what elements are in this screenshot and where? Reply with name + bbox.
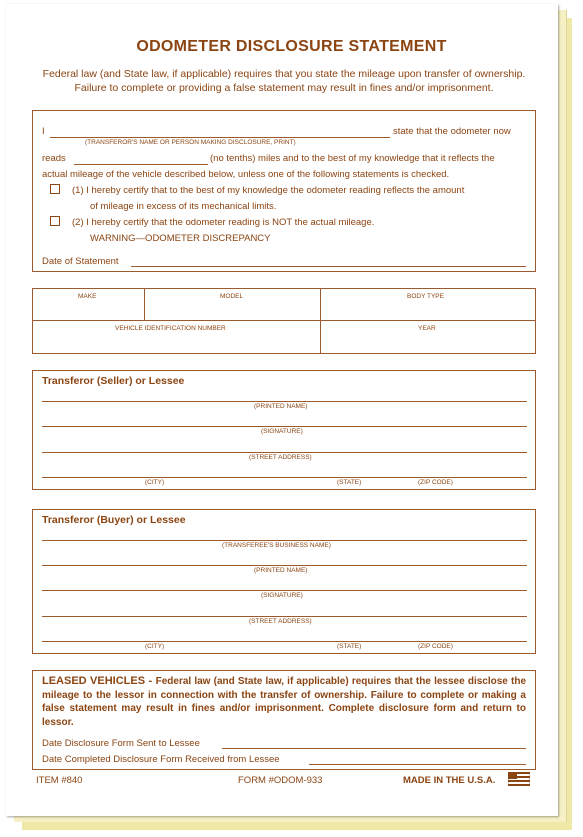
buyer-zip-caption: (ZIP CODE) xyxy=(418,643,453,650)
date-of-statement-field[interactable] xyxy=(131,266,526,267)
buyer-street-field[interactable] xyxy=(42,616,527,617)
body-type-label: BODY TYPE xyxy=(407,293,444,300)
checkbox-icon[interactable] xyxy=(50,216,60,226)
statement-reads-prefix: reads xyxy=(42,153,66,164)
vehicle-col-divider-2 xyxy=(320,289,321,353)
seller-street-field[interactable] xyxy=(42,452,527,453)
seller-state-caption: (STATE) xyxy=(337,479,362,486)
leased-text xyxy=(42,675,526,729)
buyer-city-state-zip-field[interactable] xyxy=(42,641,527,642)
seller-city-state-zip-field[interactable] xyxy=(42,477,527,478)
date-sent-label: Date Disclosure Form Sent to Lessee xyxy=(42,738,200,749)
transferor-name-field[interactable] xyxy=(50,137,390,138)
seller-printed-name-caption: (PRINTED NAME) xyxy=(254,403,308,410)
buyer-city-caption: (CITY) xyxy=(145,643,165,650)
date-of-statement-label: Date of Statement xyxy=(42,256,119,267)
buyer-printed-name-field[interactable] xyxy=(42,565,527,566)
check1-text-b: of mileage in excess of its mechanical limits. xyxy=(90,201,277,212)
model-label: MODEL xyxy=(220,293,244,300)
buyer-signature-caption: (SIGNATURE) xyxy=(261,592,303,599)
statement-i-suffix: state that the odometer now xyxy=(393,126,511,137)
seller-zip-caption: (ZIP CODE) xyxy=(418,479,453,486)
page-title: ODOMETER DISCLOSURE STATEMENT xyxy=(136,38,447,55)
statement-line3: actual mileage of the vehicle described below, unless one of the following statements is checked. xyxy=(42,169,450,180)
footer-item-number: ITEM #840 xyxy=(36,775,83,786)
vin-label: VEHICLE IDENTIFICATION NUMBER xyxy=(115,325,226,332)
leased-heading: LEASED VEHICLES - xyxy=(42,675,156,687)
statement-reads-suffix: (no tenths) miles and to the best of my knowledge that it reflects the xyxy=(210,153,495,164)
footer-made-in-usa: MADE IN THE U.S.A. xyxy=(403,775,496,786)
date-sent-field[interactable] xyxy=(222,748,526,749)
year-label: YEAR xyxy=(418,325,436,332)
vehicle-row-divider xyxy=(33,320,535,321)
buyer-business-field[interactable] xyxy=(42,540,527,541)
check2-text: (2) I hereby certify that the odometer reading is NOT the actual mileage. xyxy=(72,217,375,228)
buyer-box xyxy=(32,509,536,654)
seller-city-caption: (CITY) xyxy=(145,479,165,486)
odometer-miles-field[interactable] xyxy=(74,164,208,165)
buyer-business-caption: (TRANSFEREE'S BUSINESS NAME) xyxy=(222,542,331,549)
transferor-name-caption: (TRANSFEROR'S NAME OR PERSON MAKING DISCLOSURE, PRINT) xyxy=(85,139,296,146)
buyer-state-caption: (STATE) xyxy=(337,643,362,650)
seller-header: Transferor (Seller) or Lessee xyxy=(42,375,185,387)
statement-i-prefix: I xyxy=(42,126,45,137)
seller-signature-field[interactable] xyxy=(42,426,527,427)
make-label: MAKE xyxy=(78,293,97,300)
warning-text: WARNING—ODOMETER DISCREPANCY xyxy=(90,233,271,244)
check1-text-a: (1) I hereby certify that to the best of my knowledge the odometer reading reflects the amount xyxy=(72,185,465,196)
date-received-label: Date Completed Disclosure Form Received from Lessee xyxy=(42,754,280,765)
footer-form-number: FORM #ODOM-933 xyxy=(238,775,323,786)
intro-text: Federal law (and State law, if applicable) requires that you state the mileage upon transfer of ownership. Failure to complete or providing a false statement may result in fines and/or imprisonment. xyxy=(42,68,526,94)
buyer-street-caption: (STREET ADDRESS) xyxy=(249,618,312,625)
leased-body: Federal law (and State law, if applicable) requires that the lessee disclose the mileage to the lessor in connection with the transfer of ownership. Failure to complete or making a false statement may result in fines and/or imprisonment. Complete disclosure form and return to lessor. xyxy=(42,676,527,728)
seller-printed-name-field[interactable] xyxy=(42,401,527,402)
seller-street-caption: (STREET ADDRESS) xyxy=(249,454,312,461)
vehicle-box xyxy=(32,288,536,354)
checkbox-icon[interactable] xyxy=(50,184,60,194)
buyer-header: Transferor (Buyer) or Lessee xyxy=(42,514,186,526)
date-received-field[interactable] xyxy=(309,764,526,765)
seller-signature-caption: (SIGNATURE) xyxy=(261,428,303,435)
us-flag-icon xyxy=(508,772,530,786)
vehicle-col-divider-1 xyxy=(144,289,145,320)
buyer-printed-name-caption: (PRINTED NAME) xyxy=(254,567,308,574)
buyer-signature-field[interactable] xyxy=(42,590,527,591)
